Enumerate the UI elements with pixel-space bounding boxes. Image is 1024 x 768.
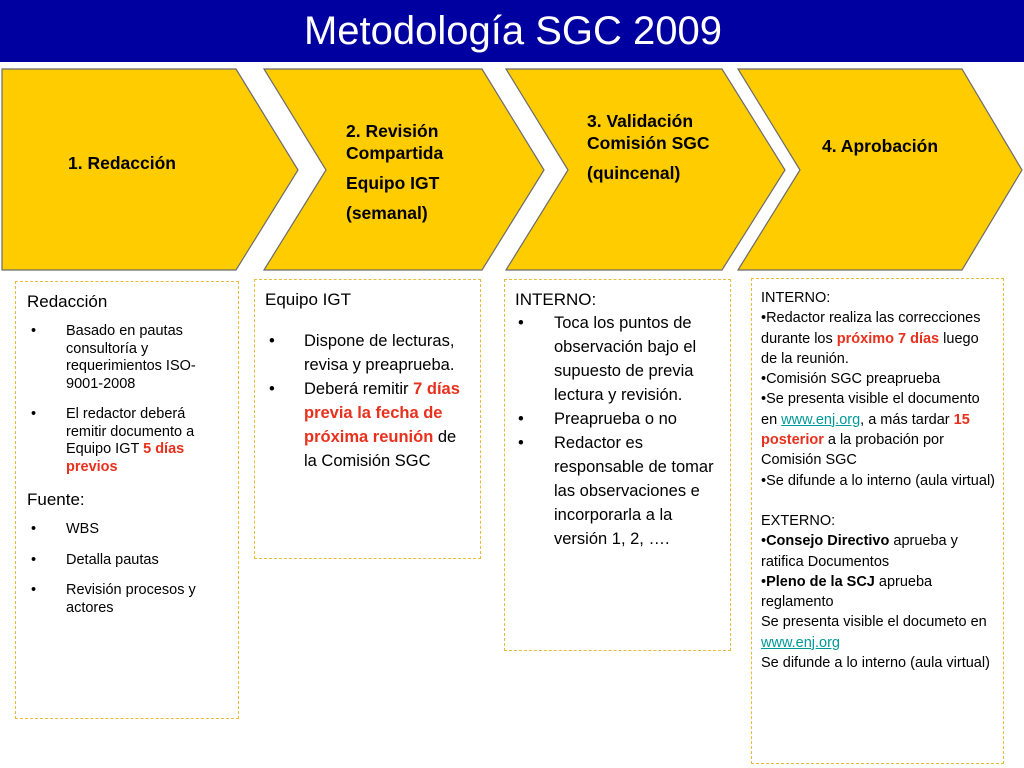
step-1-label xyxy=(68,152,176,174)
enj-link[interactable]: www.enj.org xyxy=(781,411,861,428)
list-item: • Dispone de lecturas, revisa y preaprueba. xyxy=(265,329,470,377)
internal-heading: INTERNO: xyxy=(761,290,831,306)
box3-list xyxy=(515,311,722,551)
step-4-text: 4. Aprobación xyxy=(822,136,939,156)
highlight-text: 15 posterior xyxy=(761,411,970,449)
box1-list-2 xyxy=(27,521,228,617)
internal-item-2: •Comisión SGC preaprueba xyxy=(761,371,941,388)
box3-heading: INTERNO: xyxy=(515,290,597,309)
box1-heading-2: Fuente: xyxy=(27,490,85,509)
list-item: • El redactor deberá remitir documento a Equipo IGT 5 días previos xyxy=(27,406,228,476)
internal-item-4: •Se difunde a lo interno (aula virtual) xyxy=(761,472,995,489)
step-2-text-2: Equipo IGT xyxy=(346,173,440,193)
box2-list xyxy=(265,329,470,473)
external-item-1: •Consejo Directivo aprueba y ratifica Documentos xyxy=(761,533,958,570)
box1-heading: Redacción xyxy=(27,292,108,311)
list-item: • Redactor es responsable de tomar las observaciones e incorporarla a la versión 1, 2, …. xyxy=(515,431,722,551)
internal-item-1: •Redactor realiza las correcciones durante los próximo 7 días luego de la reunión. xyxy=(761,310,981,367)
list-item: • Basado en pautas consultoría y requerimientos ISO-9001-2008 xyxy=(27,323,228,393)
box1-list xyxy=(27,323,228,476)
redaccion-box xyxy=(15,281,239,719)
highlight-text: 5 días previos xyxy=(66,441,185,475)
enj-link-2[interactable]: www.enj.org xyxy=(761,634,840,651)
step-3-text-2: (quincenal) xyxy=(587,163,681,183)
list-item: • Preaprueba o no xyxy=(515,407,722,431)
aprobacion-box xyxy=(751,278,1004,764)
internal-item-3: •Se presenta visible el documento en www.enj.org, a más tardar 15 posterior a la probación por Comisión SGC xyxy=(761,391,980,469)
step-3-label xyxy=(587,110,732,184)
title-bar xyxy=(0,0,1024,62)
step-2-text-1: 2. Revisión Compartida xyxy=(346,121,444,163)
external-item-4: Se difunde a lo interno (aula virtual) xyxy=(761,655,990,672)
page-title: Metodología SGC 2009 xyxy=(303,8,723,53)
list-item: • Revisión procesos y actores xyxy=(27,582,228,617)
external-item-3: Se presenta visible el documeto en www.enj.org xyxy=(761,614,987,651)
list-item: • Toca los puntos de observación bajo el supuesto de previa lectura y revisión. xyxy=(515,311,722,407)
step-2-label xyxy=(346,120,486,224)
step-2-text-3: (semanal) xyxy=(346,203,428,223)
highlight-text: 7 días previa la fecha de próxima reunión xyxy=(304,380,460,446)
list-item: • Deberá remitir 7 días previa la fecha de próxima reunión de la Comisión SGC xyxy=(265,377,470,473)
box2-heading: Equipo IGT xyxy=(265,290,351,309)
validacion-box xyxy=(504,279,731,651)
list-item: • WBS xyxy=(27,521,228,539)
equipo-igt-box xyxy=(254,279,481,559)
highlight-text: próximo 7 días xyxy=(836,330,940,347)
step-4-label xyxy=(822,135,938,157)
step-1-text: 1. Redacción xyxy=(68,153,176,173)
external-heading: EXTERNO: xyxy=(761,512,836,529)
step-3-text-1: 3. Validación Comisión SGC xyxy=(587,111,710,153)
spacer xyxy=(761,491,995,511)
list-item: • Detalla pautas xyxy=(27,552,228,570)
external-item-2: •Pleno de la SCJ aprueba reglamento xyxy=(761,573,933,611)
